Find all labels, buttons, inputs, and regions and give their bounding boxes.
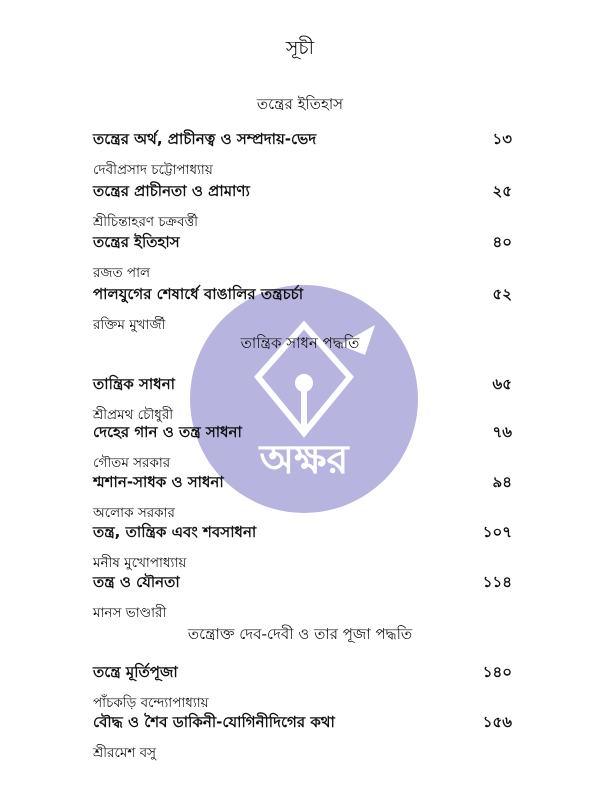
page-title: সূচী — [285, 37, 315, 59]
watermark-text: অক্ষর — [259, 437, 349, 483]
list-item — [93, 521, 512, 575]
entry-author: রজত পাল — [93, 265, 151, 281]
list-item — [93, 128, 512, 182]
entry-page: ৪০ — [492, 233, 512, 251]
entry-title: তন্ত্র ও যৌনতা — [93, 573, 180, 591]
entry-page: ১৩ — [492, 130, 512, 148]
list-item — [93, 373, 512, 427]
entry-author: শ্রীরমেশ বসু — [93, 745, 157, 761]
list-item — [93, 421, 512, 475]
entry-page: ৬৫ — [492, 375, 512, 393]
list-item — [93, 231, 512, 285]
entry-page: ১১৪ — [482, 573, 512, 591]
entry-title: তন্ত্রের ইতিহাস — [93, 233, 180, 251]
entry-author: পাঁচকড়ি বন্দ্যোপাধ্যায় — [93, 695, 209, 711]
entry-author: অলোক সরকার — [93, 505, 175, 521]
entry-author: শ্রীচিন্তাহরণ চক্রবর্ত্তী — [93, 214, 198, 230]
section-heading-3: তন্ত্রোক্ত দেব-দেবী ও তার পূজা পদ্ধতি — [187, 625, 413, 643]
list-item — [93, 661, 512, 715]
list-item — [93, 471, 512, 525]
list-item — [93, 180, 512, 234]
entry-author: গৌতম সরকার — [93, 455, 171, 471]
entry-title: বৌদ্ধ ও শৈব ডাকিনী-যোগিনীদিগের কথা — [93, 713, 335, 731]
entry-title: তন্ত্রের প্রাচীনতা ও প্রামাণ্য — [93, 182, 250, 200]
entry-page: ১০৭ — [482, 523, 512, 541]
entry-title: দেহের গান ও তন্ত্র সাধনা — [93, 423, 242, 441]
entry-page: ৯৪ — [492, 473, 512, 491]
entry-author: শ্রীপ্রমথ চৌধুরী — [93, 407, 174, 423]
list-item — [93, 571, 512, 625]
entry-title: তান্ত্রিক সাধনা — [93, 375, 175, 393]
entry-title: পালযুগের শেষার্ধে বাঙালির তন্ত্রচর্চা — [93, 285, 304, 303]
entry-page: ১৪০ — [482, 663, 512, 681]
entry-title: শ্মশান-সাধক ও সাধনা — [93, 473, 224, 491]
entry-author: রক্তিম মুখার্জী — [93, 317, 166, 333]
list-item — [93, 283, 512, 337]
entry-title: তন্ত্রের অর্থ, প্রাচীনত্ব ও সম্প্রদায়-ভেদ — [93, 130, 317, 148]
entry-author: মানস ভাণ্ডারী — [93, 605, 167, 621]
entry-title: তন্ত্র, তান্ত্রিক এবং শবসাধনা — [93, 523, 257, 541]
section-heading-2: তান্ত্রিক সাধন পদ্ধতি — [240, 334, 360, 352]
entry-page: ৫২ — [492, 285, 512, 303]
entry-author: মনীষ মুখোপাধ্যায় — [93, 555, 187, 571]
section-heading-1: তন্ত্রের ইতিহাস — [256, 95, 344, 113]
list-item — [93, 711, 512, 765]
entry-page: ২৫ — [492, 182, 512, 200]
entry-author: দেবীপ্রসাদ চট্টোপাধ্যায় — [93, 162, 213, 178]
entry-title: তন্ত্রে মূর্তিপূজা — [93, 663, 178, 681]
entry-page: ১৫৬ — [482, 713, 512, 731]
entry-page: ৭৬ — [492, 423, 512, 441]
